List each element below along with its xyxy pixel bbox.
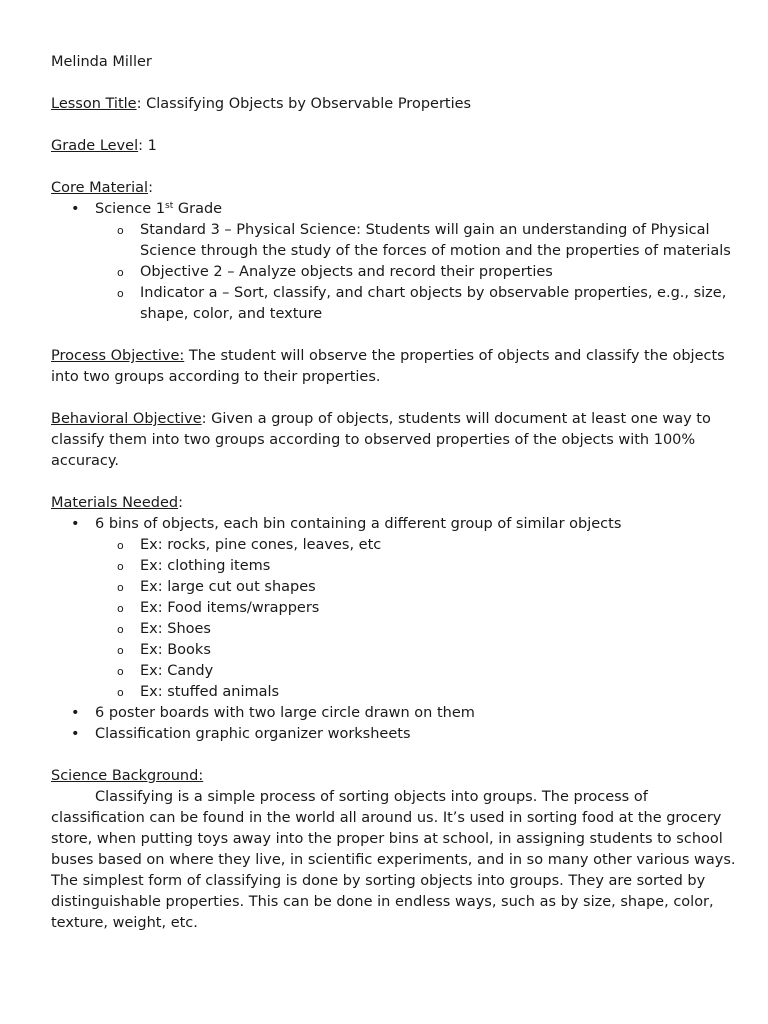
lesson-title [51,94,741,115]
science-grade-superscript: st [165,201,174,211]
science-grade-suffix: Grade [173,201,223,217]
materials-item-bins [51,514,741,703]
materials-section [51,493,741,745]
materials-label: Materials Needed [51,495,179,511]
grade-level [51,136,741,157]
science-background-heading: Science Background: [51,768,204,784]
materials-separator: : [178,495,183,511]
core-material-separator: : [148,180,153,196]
author-name: Melinda Miller [51,54,152,70]
core-material-label: Core Material [51,180,149,196]
materials-item-worksheets: • Classification graphic organizer worksheets [51,724,741,745]
materials-example-item: o Ex: clothing items [95,556,741,577]
materials-heading [51,493,741,514]
materials-item-posters: • 6 poster boards with two large circle drawn on them [51,703,741,724]
process-objective-text: The student will observe the properties of objects and classify the objects into two groups according to their properties. [51,348,725,385]
core-material-item-science [51,199,741,325]
materials-example-item: o Ex: large cut out shapes [95,577,741,598]
lesson-title-label: Lesson Title [51,96,137,112]
grade-level-label: Grade Level [51,138,139,154]
behavioral-objective-text: : Given a group of objects, students will document at least one way to classify them into two groups according to observed properties of the objects with 100% accuracy. [51,411,711,469]
materials-examples-list [95,535,741,703]
materials-example-item: o Ex: Candy [95,661,741,682]
materials-list [51,514,741,745]
grade-level-value: 1 [147,138,157,154]
lesson-title-separator: : [136,96,147,112]
core-material-sub-item: o Indicator a – Sort, classify, and chart objects by observable properties, e.g., size, shape, color, and texture [95,283,741,325]
core-material-sub-item: o Objective 2 – Analyze objects and record their properties [95,262,741,283]
materials-example-item: o Ex: stuffed animals [95,682,741,703]
materials-example-item: o Ex: Shoes [95,619,741,640]
process-objective [51,346,741,388]
grade-level-separator: : [138,138,148,154]
materials-example-item: o Ex: Food items/wrappers [95,598,741,619]
materials-bins-text: 6 bins of objects, each bin containing a different group of similar objects [95,516,622,532]
process-objective-label: Process Objective: [51,348,185,364]
science-background-paragraph: Classifying is a simple process of sorting objects into groups. The process of classification can be found in the world all around us. It’s used in sorting food at the grocery store, when putting toys away into the proper bins at school, in assigning students to school buses based on where they live, in scientific experiments, and in so many other various ways. The simplest form of classifying is done by sorting objects into groups. They are sorted by distinguishable properties. This can be done in endless ways, such as by size, shape, color, texture, weight, etc. [51,789,736,931]
behavioral-objective-label: Behavioral Objective [51,411,202,427]
core-material-sub-list [95,220,741,325]
materials-example-item: o Ex: rocks, pine cones, leaves, etc [95,535,741,556]
behavioral-objective [51,409,741,472]
core-material-heading [51,178,741,199]
core-material-section [51,178,741,325]
lesson-title-value: Classifying Objects by Observable Properties [146,96,472,112]
science-background-section [51,766,741,934]
science-grade-prefix: Science 1 [95,201,166,217]
materials-example-item: o Ex: Books [95,640,741,661]
core-material-list [51,199,741,325]
lesson-plan-document [51,52,741,934]
core-material-sub-item: o Standard 3 – Physical Science: Students will gain an understanding of Physical Science through the study of the forces of motion and the properties of materials [95,220,741,262]
